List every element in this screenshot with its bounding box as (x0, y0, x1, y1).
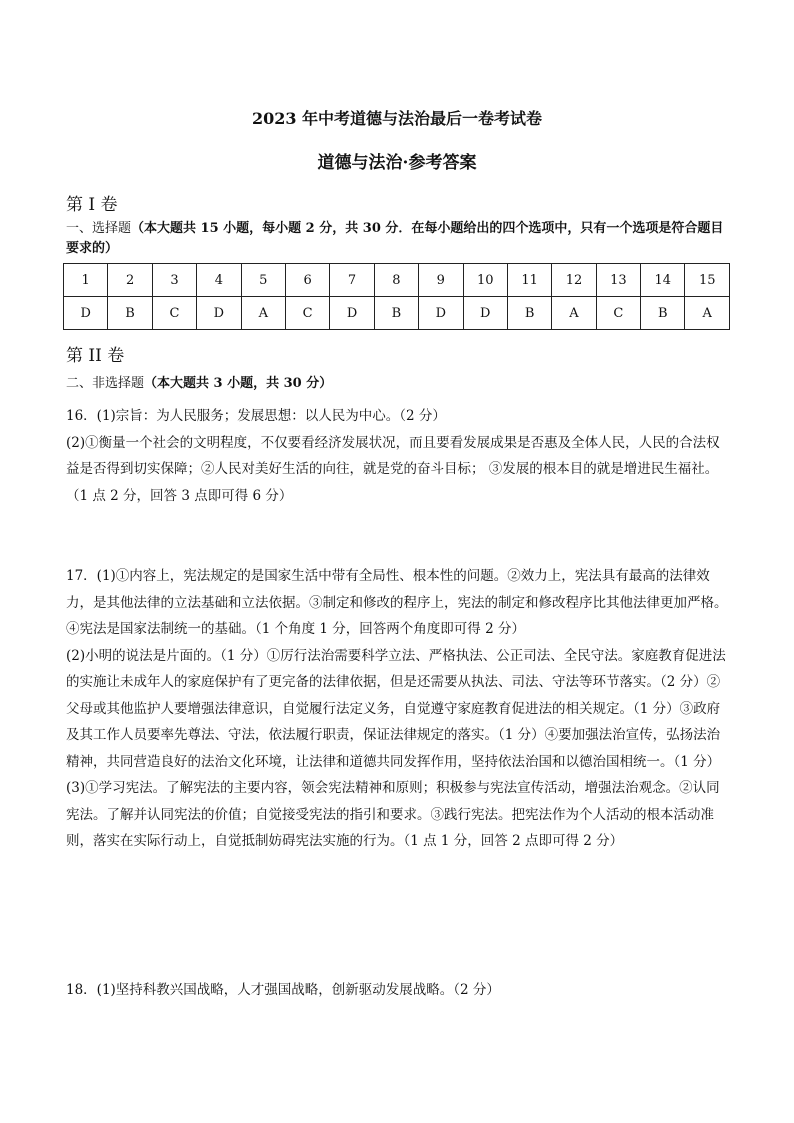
q16-part-2: (2)①衡量一个社会的文明程度，不仅要看经济发展状况，而且要看发展成果是否惠及全体人民，人民的合法权益是否得到切实保障；②人民对美好生活的向往，就是党的奋斗目标； ③发展的根本目的就是增进民生福社。（1 点 2 分，回答 3 点即可得 6 分） (66, 434, 720, 504)
question-number: 10 (463, 264, 507, 297)
q18-part-1: 18．(1)坚持科教兴国战略，人才强国战略，创新驱动发展战略。（2 分） (66, 982, 500, 998)
answer-cell: C (152, 297, 196, 330)
question-17-answer (66, 563, 730, 855)
answer-key-subtitle: 道德与法治·参考答案 (317, 153, 477, 173)
answer-cell: D (64, 297, 108, 330)
question-number: 4 (197, 264, 241, 297)
question-number: 8 (374, 264, 418, 297)
answer-cell: B (507, 297, 551, 330)
question-16-answer (66, 403, 730, 509)
question-number: 6 (285, 264, 329, 297)
question-number: 5 (241, 264, 285, 297)
answer-cell: B (374, 297, 418, 330)
section-1-prefix: 一、选择题 (66, 221, 132, 236)
exam-title: 2023 年中考道德与法治最后一卷考试卷 (251, 109, 543, 128)
question-number-row (64, 264, 730, 297)
part-2-label: 第 II 卷 (66, 346, 125, 366)
question-number: 3 (152, 264, 196, 297)
section-1-note: （本大题共 15 小题，每小题 2 分，共 30 分．在每小题给出的四个选项中，只有一个选项是符合题目要求的） (66, 221, 724, 256)
q16-part-1: 16．(1)宗旨：为人民服务；发展思想：以人民为中心。（2 分） (66, 408, 446, 424)
question-number: 2 (108, 264, 152, 297)
answer-cell: A (241, 297, 285, 330)
question-number: 13 (596, 264, 640, 297)
answer-cell: C (285, 297, 329, 330)
answer-cell: D (463, 297, 507, 330)
answer-row (64, 297, 730, 330)
section-2-note: （本大题共 3 小题，共 30 分） (144, 376, 333, 391)
answer-cell: D (197, 297, 241, 330)
answer-cell: D (419, 297, 463, 330)
answer-cell: A (552, 297, 596, 330)
answer-cell: D (330, 297, 374, 330)
answer-cell: C (596, 297, 640, 330)
question-18-answer (66, 977, 730, 1004)
part-2-section-heading (66, 374, 732, 394)
q17-part-2: (2)小明的说法是片面的。（1 分）①厉行法治需要科学立法、严格执法、公正司法、全民守法。家庭教育促进法的实施让未成年人的家庭保护有了更完备的法律依据，但是还需要从执法、司法、守法等环节落实。（2 分）②父母或其他监护人要增强法律意识，自觉履行法定义务，自觉遵守家庭教育促进法的相关规定。（1 分）③政府及其工作人员要率先尊法、守法，依法履行职责，保证法律规定的落实。（1 分）④要加强法治宣传，弘扬法治精神，共同营造良好的法治文化环境，让法律和道德共同发挥作用，坚持依法治国和以德治国相统一。（1 分） (66, 647, 726, 770)
question-number: 12 (552, 264, 596, 297)
part-1-section-heading (66, 219, 732, 259)
answer-table (63, 263, 730, 330)
answer-cell: B (641, 297, 685, 330)
question-number: 1 (64, 264, 108, 297)
q17-part-3: (3)①学习宪法。了解宪法的主要内容，领会宪法精神和原则；积极参与宪法宣传活动，增强法治观念。②认同宪法。了解并认同宪法的价值；自觉接受宪法的指引和要求。③践行宪法。把宪法作为个人活动的根本活动准则，落实在实际行动上，自觉抵制妨碍宪法实施的行为。（1 点 1 分，回答 2 点即可得 2 分） (66, 780, 720, 849)
q17-part-1: 17．(1)①内容上，宪法规定的是国家生活中带有全局性、根本性的问题。②效力上，宪法具有最高的法律效力，是其他法律的立法基础和立法依据。③制定和修改的程序上，宪法的制定和修改程序比其他法律更加严格。④宪法是国家法制统一的基础。（1 个角度 1 分，回答两个角度即可得 2 分） (66, 568, 728, 637)
question-number: 15 (685, 264, 730, 297)
answer-cell: B (108, 297, 152, 330)
question-number: 7 (330, 264, 374, 297)
question-number: 9 (419, 264, 463, 297)
question-number: 11 (507, 264, 551, 297)
question-number: 14 (641, 264, 685, 297)
section-2-prefix: 二、非选择题 (66, 376, 145, 391)
part-1-label: 第 I 卷 (66, 195, 118, 215)
answer-cell: A (685, 297, 730, 330)
